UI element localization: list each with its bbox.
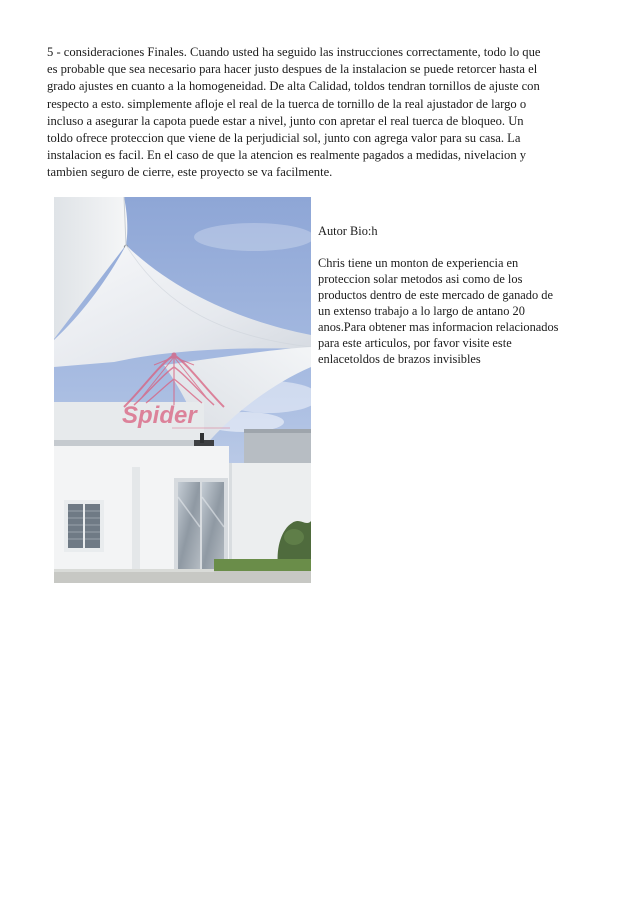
author-bio-line: productos dentro de este mercado de ganado de bbox=[318, 288, 553, 302]
watermark-text: Spider bbox=[122, 402, 197, 429]
author-bio-line: para este articulos, por favor visite este bbox=[318, 336, 512, 350]
paragraph-line: es probable que sea necesario para hacer justo despues de la instalacion se puede retorcer hasta el bbox=[47, 62, 538, 77]
cloud bbox=[194, 223, 311, 251]
paragraph-line: 5 - consideraciones Finales. Cuando usted ha seguido las instrucciones correctamente, todo lo que bbox=[47, 45, 541, 59]
author-bio bbox=[318, 223, 618, 367]
author-heading: Autor Bio:h bbox=[318, 224, 378, 238]
floor bbox=[54, 571, 311, 583]
shade-sail-photo bbox=[54, 197, 311, 583]
right-upper-structure bbox=[244, 429, 311, 463]
paragraph-line: respecto a esto. simplemente afloje el real de la tuerca de tornillo de la real ajustador de largo o bbox=[47, 96, 527, 111]
body-paragraph bbox=[47, 44, 607, 182]
lawn bbox=[214, 559, 311, 571]
author-bio-line: anos.Para obtener mas informacion relacionados bbox=[318, 320, 559, 334]
paragraph-line: incluso a asegurar la capota puede estar a nivel, junto con apretar el real tuerca de bloqueo. Un bbox=[47, 113, 524, 128]
paragraph-line: instalacion es facil. En el caso de que la atencion es realmente pagados a medidas, nivelacion y bbox=[47, 148, 527, 163]
author-bio-line: Chris tiene un monton de experiencia en bbox=[318, 256, 519, 270]
author-bio-line: un extenso trabajo a lo largo de antano 20 bbox=[318, 304, 525, 318]
author-bio-line: proteccion solar metodos asi como de los bbox=[318, 272, 523, 286]
paragraph-line: toldo ofrece proteccion que viene de la perjudicial sol, junto con agrega valor para su casa. La bbox=[47, 130, 521, 145]
paragraph-line: grado ajustes en cuanto a la homogeneidad. De alta Calidad, toldos tendran tornillos de ajuste con bbox=[47, 79, 540, 94]
bio-spacer bbox=[318, 239, 618, 255]
paragraph-line: tambien seguro de cierre, este proyecto se va facilmente. bbox=[47, 165, 333, 180]
photo-illustration bbox=[54, 197, 311, 583]
author-bio-line: enlacetoldos de brazos invisibles bbox=[318, 352, 481, 366]
